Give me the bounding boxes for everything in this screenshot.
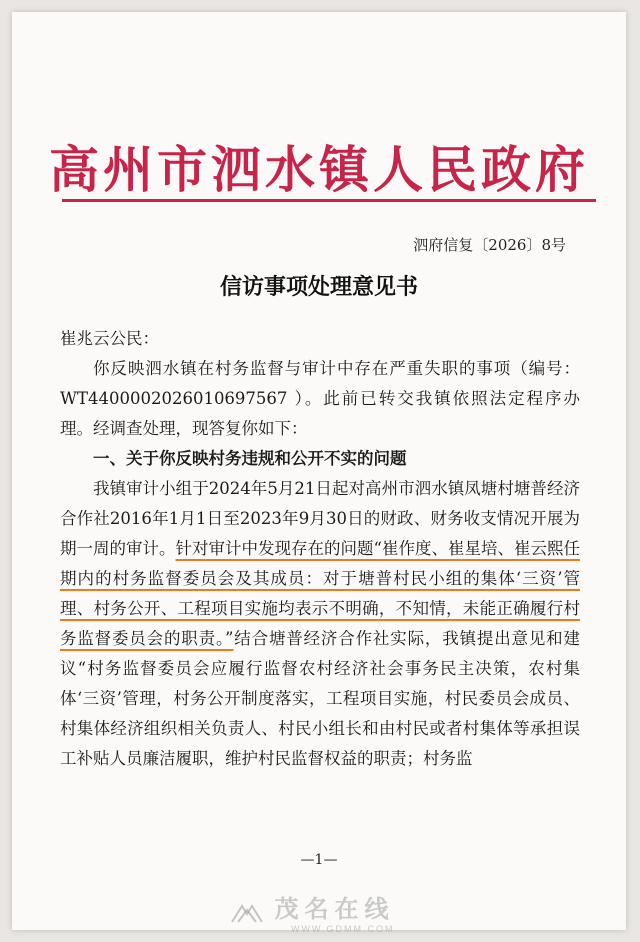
highlighted-finding: 针对审计中发现存在的问题“崔作度、崔星培、崔云熙任期内的村务监督委员会及其成员：对于塘普村民小组的集体‘三资’管理、村务公开、工程项目实施均表示不明确，不知情，未能正确履行村务监督委员会的职责。” <box>60 539 580 648</box>
document-body <box>60 324 580 774</box>
audit-text-part2: 结合塘普经济合作社实际，我镇提出意见和建议“村务监督委员会应履行监督农村经济社会事务民主决策，农村集体‘三资’管理，村务公开制度落实，工程项目实施，村民委员会成员、村集体经济组织相关负责人、村民小组长和由村民或者村集体等承担误工补贴人员廉洁履职，维护村民监督权益的职责；村务监 <box>60 629 581 768</box>
document-title: 信访事项处理意见书 <box>219 274 418 300</box>
government-header: 高州市泗水镇人民政府 <box>49 140 589 199</box>
site-watermark <box>230 889 394 934</box>
red-divider-line <box>62 199 596 202</box>
document-page <box>12 12 626 930</box>
watermark-url: WWW.GDMM.COM <box>290 924 395 934</box>
paragraph-audit <box>60 474 580 774</box>
salutation: 崔兆云公民： <box>60 329 159 348</box>
paragraph-intro: 你反映泗水镇在村务监督与审计中存在严重失职的事项（编号：WT4400002026010697567 ）。此前已转交我镇依照法定程序办理。经调查处理，现答复你如下： <box>60 359 580 438</box>
section-heading-1: 一、关于你反映村务违规和公开不实的问题 <box>93 449 407 468</box>
page-number: —1— <box>300 852 338 868</box>
audit-text-part1: 我镇审计小组于2024年5月21日起对高州市泗水镇凤塘村塘普经济合作社2016年1月1日至2023年9月30日的财政、财务收支情况开展为期一周的审计。 <box>60 479 580 558</box>
watermark-brand: 茂名在线 <box>274 896 395 923</box>
document-number: 泗府信复〔2026〕8号 <box>413 236 566 254</box>
watermark-logo-icon <box>230 902 264 924</box>
